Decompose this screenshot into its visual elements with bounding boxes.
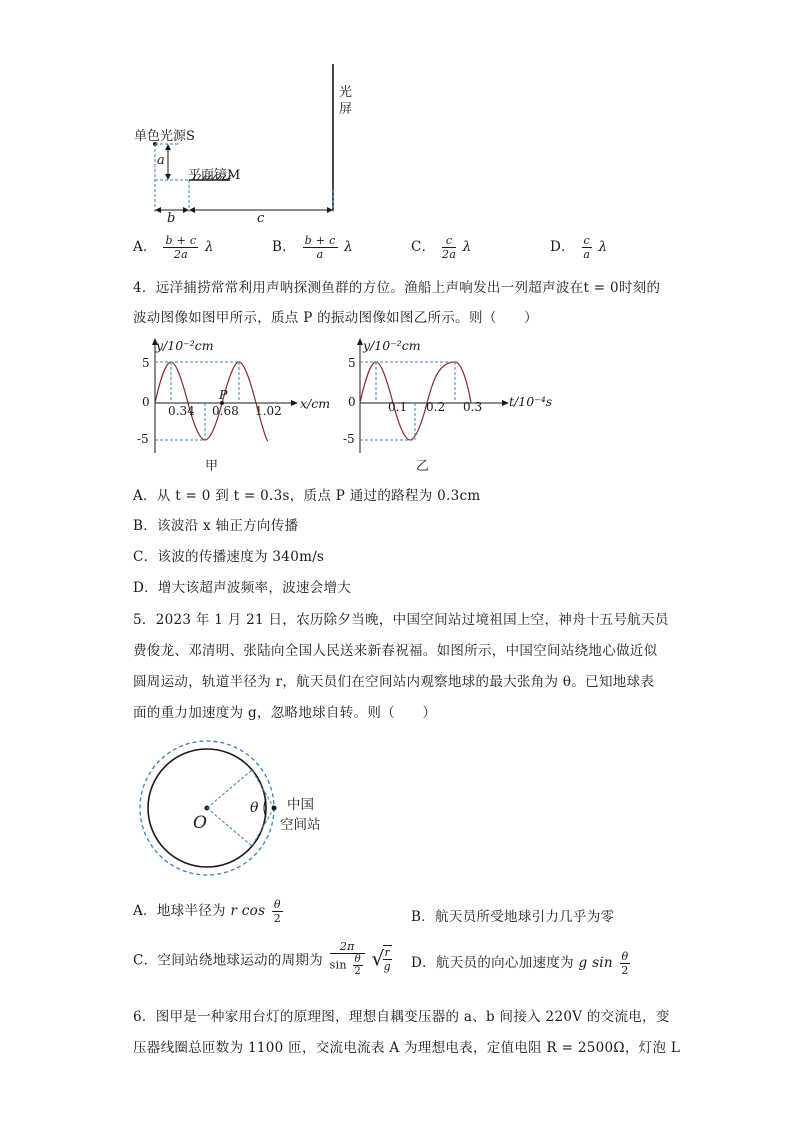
q6-line1: 6．图甲是一种家用台灯的原理图，理想自耦变压器的 a、b 间接入 220V 的交流电，变 [133,1009,670,1025]
jia-xtick-3: 1.02 [255,404,282,418]
q5-option-a: A．地球半径为 r cos $\frac{\theta}{2}$ [133,898,282,925]
yi-xtick-1: 0.1 [388,400,408,414]
mirror-label: 平面镜M [188,168,241,183]
q6-line2: 压器线圈总匝数为 1100 匝，交流电流表 A 为理想电表，定值电阻 R = 2500Ω，灯泡 L [133,1040,681,1056]
jia-xtick-1: 0.34 [168,404,195,418]
jia-ytick-5: 5 [142,356,150,370]
yi-ytick-neg5: -5 [343,432,355,446]
q4-option-c: C．该波的传播速度为 340m/s [133,549,325,565]
yi-xlabel: t/10⁻⁴s [509,394,553,409]
screen-label: 光屏 [339,85,353,117]
q5-option-d: D．航天员的向心加速度为 g sin $\frac{\theta}{2}$ [411,950,629,977]
yi-ytick-5: 5 [348,356,356,370]
jia-ytick-0: 0 [142,395,150,409]
q5-option-c: C．空间站绕地球运动的周期为 2π sin $\frac{\theta}{2}$ √ $\frac{r}{g}$ [133,940,391,977]
center-o-label: O [193,813,207,833]
q5-stem-line1: 5．2023 年 1 月 21 日，农历除夕当晚，中国空间站过境祖国上空，神舟十五号航天员 [133,612,669,628]
yi-ytick-0: 0 [348,395,356,409]
earth-orbit-figure [130,735,350,885]
jia-xlabel: x/cm [300,396,331,411]
q3-option-c: C． $\frac{c}{2a}$ λ [411,234,472,261]
jia-ytick-neg5: -5 [137,432,149,446]
jia-ylabel: y/10⁻²cm [156,338,214,353]
q5-option-b: B．航天员所受地球引力几乎为零 [411,909,615,925]
q5-stem-line3: 圆周运动，轨道半径为 r，航天员们在空间站内观察地球的最大张角为 θ。已知地球表 [133,674,655,690]
q3-option-d: D． $\frac{c}{a}$ λ [550,234,608,261]
q4-option-a: A．从 t = 0 到 t = 0.3s，质点 P 通过的路程为 0.3cm [133,488,481,504]
yi-ylabel: y/10⁻²cm [363,338,421,353]
jia-xtick-2: 0.68 [212,404,239,418]
dim-c-label: c [257,211,265,226]
theta-label: θ [250,800,259,816]
wave-curve-jia [155,362,268,441]
mirror-experiment-figure [0,0,794,230]
station-label-1: 中国 [287,797,314,813]
q4-option-b: B．该波沿 x 轴正方向传播 [133,518,299,534]
jia-caption: 甲 [205,459,219,474]
source-label: 单色光源S [134,129,195,144]
q3-option-b: B． $\frac{b + c}{a}$ λ [272,234,353,261]
dim-a-label: a [157,153,165,168]
space-station-point [272,806,277,811]
jia-point-label: P [219,387,228,402]
station-label-2: 空间站 [280,817,321,833]
dim-b-label: b [167,211,176,226]
q5-stem-line2: 费俊龙、邓清明、张陆向全国人民送来新春祝福。如图所示，中国空间站绕地心做近似 [133,643,658,659]
q5-stem-line4: 面的重力加速度为 g，忽略地球自转。则（ ） [133,705,437,721]
yi-xtick-3: 0.3 [463,400,483,414]
q3-option-a: A． $\frac{b + c}{2a}$ λ [133,234,214,261]
q4-stem-line2: 波动图像如图甲所示，质点 P 的振动图像如图乙所示。则（ ） [133,310,538,326]
yi-xtick-2: 0.2 [426,400,446,414]
q4-option-d: D．增大该超声波频率，波速会增大 [133,580,352,596]
q4-stem-line1: 4．远洋捕捞常常利用声呐探测鱼群的方位。渔船上声响发出一列超声波在t = 0时刻的 [133,280,661,296]
yi-caption: 乙 [416,459,430,474]
